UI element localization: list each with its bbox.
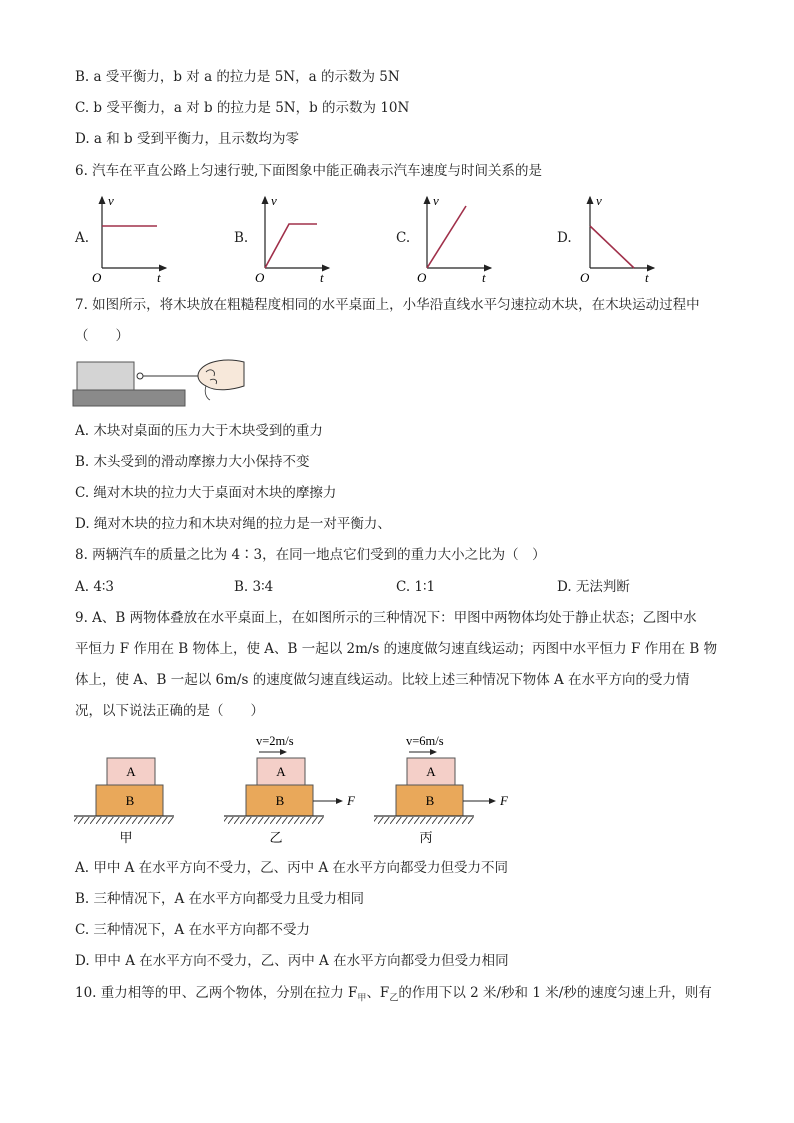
block-a-label: A <box>276 764 286 779</box>
hook-icon <box>137 373 143 379</box>
q7-option-d: D. 绳对木块的拉力和木块对绳的拉力是一对平衡力、 <box>75 516 391 532</box>
force-label: F <box>500 793 508 808</box>
q9-stem-line-2: 平恒力 F 作用在 B 物体上，使 A、B 一起以 2m/s 的速度做匀速直线运动；丙图中水平恒力 F 作用在 B 物 <box>75 641 718 657</box>
graph-b <box>255 193 329 285</box>
caption-bing: 丙 <box>419 830 433 845</box>
q9-stem-line-1: 9. A、B 两物体叠放在水平桌面上，在如图所示的三种情况下：甲图中两物体均处于静止状态；乙图中水 <box>75 610 697 626</box>
block-b-label: B <box>425 793 435 808</box>
graph-b-origin: O <box>255 270 265 285</box>
graph-c-curve <box>427 206 466 268</box>
q8-option-a: A. 4∶3 <box>75 579 115 595</box>
q10-text-1: 10. 重力相等的甲、乙两个物体，分别在拉力 F <box>75 985 358 1001</box>
figure-bing <box>374 734 509 845</box>
q7-figure <box>60 350 260 410</box>
q8-option-c: C. 1∶1 <box>396 579 436 595</box>
q9-option-c: C. 三种情况下，A 在水平方向都不受力 <box>75 922 310 938</box>
block-b-label: B <box>275 793 285 808</box>
caption-yi: 乙 <box>269 830 283 845</box>
q7-stem: 7. 如图所示，将木块放在粗糙程度相同的水平桌面上，小华沿直线水平匀速拉动木块，在木块运动过程中 <box>75 297 700 313</box>
q5-option-c: C. b 受平衡力，a 对 b 的拉力是 5N，b 的示数为 10N <box>75 100 410 116</box>
q9-stem-line-4: 况，以下说法正确的是（ ） <box>75 703 264 719</box>
figure-jia <box>74 758 174 845</box>
q7-option-c: C. 绳对木块的拉力大于桌面对木块的摩擦力 <box>75 485 337 501</box>
graph-d-y-label: v <box>596 193 602 208</box>
q8-stem: 8. 两辆汽车的质量之比为 4∶3，在同一地点它们受到的重力大小之比为（ ） <box>75 547 546 563</box>
q10-sub-yi: 乙 <box>389 993 399 1004</box>
q10-sub-jia: 甲 <box>357 993 367 1004</box>
graph-b-curve <box>265 224 317 268</box>
graph-c-y-label: v <box>433 193 439 208</box>
hand-icon <box>198 360 244 400</box>
block-a-label: A <box>426 764 436 779</box>
graph-c-x-label: t <box>482 270 486 285</box>
graph-d-curve <box>590 226 634 268</box>
graph-b-y-label: v <box>271 193 277 208</box>
force-label: F <box>347 793 355 808</box>
q6-graphs <box>0 0 794 300</box>
q6-stem: 6. 汽车在平直公路上匀速行驶,下面图象中能正确表示汽车速度与时间关系的是 <box>75 163 542 179</box>
graph-d-x-label: t <box>645 270 649 285</box>
q8-option-b: B. 3∶4 <box>234 579 274 595</box>
q9-option-d: D. 甲中 A 在水平方向不受力，乙、丙中 A 在水平方向都受力但受力相同 <box>75 953 509 969</box>
block-a-label: A <box>126 764 136 779</box>
q5-option-b: B. a 受平衡力，b 对 a 的拉力是 5N，a 的示数为 5N <box>75 69 400 85</box>
caption-jia: 甲 <box>119 830 133 845</box>
q6-graph-label-d: D. <box>557 230 572 246</box>
q10-text-2: 、F <box>366 985 390 1001</box>
graph-a <box>92 193 166 285</box>
q8-option-d: D. 无法判断 <box>557 579 630 595</box>
graph-d <box>580 193 654 285</box>
q10-stem <box>75 984 712 1008</box>
q5-option-d: D. a 和 b 受到平衡力，且示数均为零 <box>75 131 299 147</box>
q6-graph-label-c: C. <box>396 230 411 246</box>
q7-option-b: B. 木头受到的滑动摩擦力大小保持不变 <box>75 454 310 470</box>
wood-block <box>77 362 134 390</box>
graph-c <box>417 193 491 285</box>
q9-option-a: A. 甲中 A 在水平方向不受力，乙、丙中 A 在水平方向都受力但受力不同 <box>75 860 508 876</box>
speed-label-bing: v=6m/s <box>406 734 444 748</box>
q9-option-b: B. 三种情况下，A 在水平方向都受力且受力相同 <box>75 891 365 907</box>
speed-label-yi: v=2m/s <box>256 734 294 748</box>
graph-a-origin: O <box>92 270 102 285</box>
q6-graph-label-b: B. <box>234 230 249 246</box>
q9-stem-line-3: 体上，使 A、B 一起以 6m/s 的速度做匀速直线运动。比较上述三种情况下物体 A 在水平方向的受力情 <box>75 672 690 688</box>
q7-stem-paren: （ ） <box>75 328 129 344</box>
q6-graph-label-a: A. <box>75 230 90 246</box>
figure-yi <box>224 734 356 845</box>
q7-option-a: A. 木块对桌面的压力大于木块受到的重力 <box>75 423 323 439</box>
graph-d-origin: O <box>580 270 590 285</box>
q10-text-3: 的作用下以 2 米/秒和 1 米/秒的速度匀速上升，则有 <box>398 985 712 1001</box>
table-surface <box>73 390 185 406</box>
graph-b-x-label: t <box>320 270 324 285</box>
graph-c-origin: O <box>417 270 427 285</box>
graph-a-y-label: v <box>108 193 114 208</box>
graph-a-x-label: t <box>157 270 161 285</box>
block-b-label: B <box>125 793 135 808</box>
q9-figure <box>60 728 540 850</box>
